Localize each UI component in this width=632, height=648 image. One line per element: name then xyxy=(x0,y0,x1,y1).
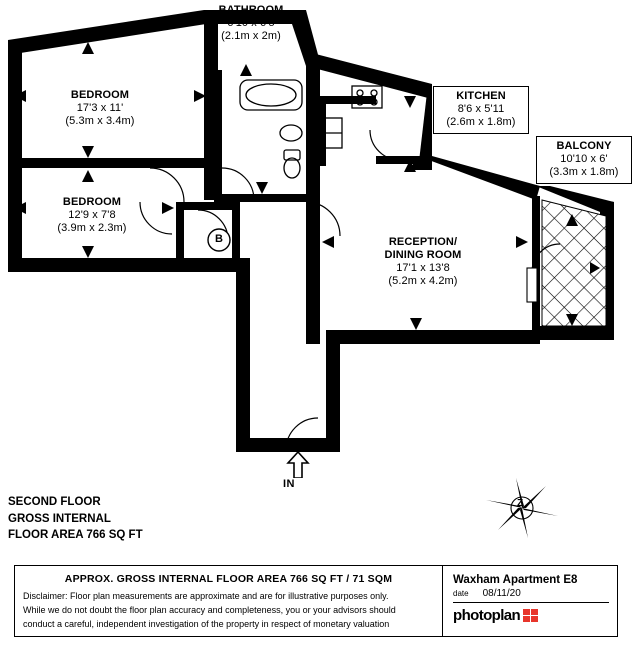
property-name: Waxham Apartment E8 xyxy=(453,574,578,586)
compass-rose-icon xyxy=(480,478,564,538)
room-label-bedroom-2: BEDROOM 12'9 x 7'8 (3.9m x 2.3m) xyxy=(57,196,127,234)
date-value: 08/11/20 xyxy=(482,588,521,599)
room-label-balcony: BALCONY 10'10 x 6' (3.3m x 1.8m) xyxy=(536,136,632,184)
room-label-bathroom: BATHROOM 6'10 x 6'5 (2.1m x 2m) xyxy=(218,4,284,42)
footer-panel xyxy=(14,565,618,637)
bathroom-fixtures xyxy=(240,80,302,178)
date-row xyxy=(453,588,609,603)
footer-title: APPROX. GROSS INTERNAL FLOOR AREA 766 SQ FT / 71 SQM xyxy=(64,573,393,585)
brand-name: photoplan xyxy=(453,607,521,624)
entrance-arrow-icon xyxy=(282,452,314,478)
floor-info-line-1: SECOND FLOOR xyxy=(8,496,101,508)
room-label-bedroom-1: BEDROOM 17'3 x 11' (5.3m x 3.4m) xyxy=(65,89,135,127)
disclaimer-line-1: Disclaimer: Floor plan measurements are approximate and are for illustrative purposes only. xyxy=(23,591,389,601)
kitchen-fixtures xyxy=(322,86,382,148)
room-label-kitchen: KITCHEN 8'6 x 5'11 (2.6m x 1.8m) xyxy=(433,86,529,134)
compass-letter: Z xyxy=(517,498,524,509)
floor-info-line-2: GROSS INTERNAL xyxy=(8,512,111,525)
room-label-reception-dining: RECEPTION/ DINING ROOM 17'1 x 13'8 (5.2m x 4.2m) xyxy=(384,236,462,287)
disclaimer-line-2: While we do not doubt the floor plan accuracy and completeness, you or your advisors should xyxy=(23,604,396,615)
disclaimer-line-3: conduct a careful, independent investigation of the property in respect of monetary valuation xyxy=(23,618,390,629)
entrance-label: IN xyxy=(283,478,295,490)
floor-area-info xyxy=(8,494,143,544)
photoplan-logo xyxy=(453,607,609,624)
footer-branding-block xyxy=(443,566,617,636)
floor-info-line-3: FLOOR AREA 766 SQ FT xyxy=(8,529,143,542)
photoplan-mark-icon xyxy=(523,609,539,622)
date-label: date xyxy=(453,589,469,598)
footer-disclaimer-block xyxy=(15,566,443,636)
boiler-label: B xyxy=(214,233,224,245)
